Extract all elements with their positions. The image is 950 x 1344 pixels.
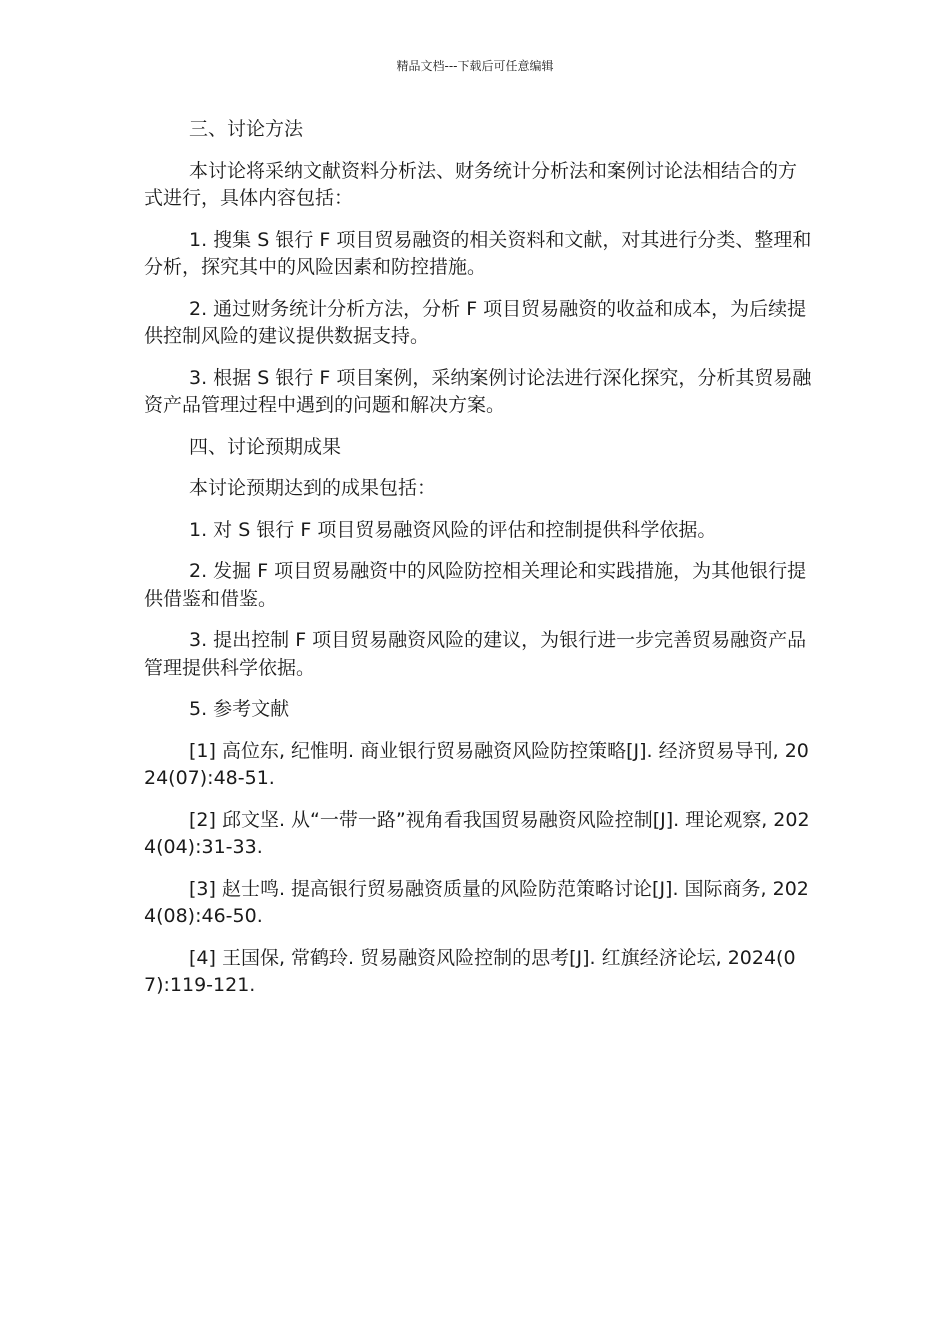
section-heading-outcomes: 四、讨论预期成果 [189, 435, 342, 458]
methods-intro: 本讨论将采纳文献资料分析法、财务统计分析法和案例讨论法相结合的方式进行，具体内容包括： [144, 159, 798, 209]
section-heading-methods: 三、讨论方法 [189, 118, 304, 140]
reference-2: [2] 邱文坚. 从“一带一路”视角看我国贸易融资风险控制[J]. 理论观察, 2024(04):31-33. [144, 808, 810, 858]
outcomes-item-3: 3. 提出控制 F 项目贸易融资风险的建议，为银行进一步完善贸易融资产品管理提供科学依据。 [144, 629, 807, 679]
reference-1: [1] 高位东, 纪惟明. 商业银行贸易融资风险防控策略[J]. 经济贸易导刊, 2024(07):48-51. [144, 739, 809, 789]
reference-3: [3] 赵士鸣. 提高银行贸易融资质量的风险防范策略讨论[J]. 国际商务, 2024(08):46-50. [144, 877, 809, 927]
outcomes-item-1: 1. 对 S 银行 F 项目贸易融资风险的评估和控制提供科学依据。 [189, 518, 717, 541]
reference-4: [4] 王国保, 常鹤玲. 贸易融资风险控制的思考[J]. 红旗经济论坛, 2024(07):119-121. [144, 946, 796, 996]
outcomes-item-2: 2. 发掘 F 项目贸易融资中的风险防控相关理论和实践措施，为其他银行提供借鉴和借鉴。 [144, 560, 807, 610]
methods-item-3: 3. 根据 S 银行 F 项目案例，采纳案例讨论法进行深化探究，分析其贸易融资产品管理过程中遇到的问题和解决方案。 [144, 366, 812, 416]
section-heading-references: 5. 参考文献 [189, 698, 290, 720]
methods-item-2: 2. 通过财务统计分析方法，分析 F 项目贸易融资的收益和成本，为后续提供控制风险的建议提供数据支持。 [144, 297, 807, 347]
outcomes-intro: 本讨论预期达到的成果包括： [189, 477, 437, 499]
page-header: 精品文档---下载后可任意编辑 [396, 59, 554, 73]
methods-item-1: 1. 搜集 S 银行 F 项目贸易融资的相关资料和文献，对其进行分类、整理和分析，探究其中的风险因素和防控措施。 [144, 228, 812, 278]
document-body [144, 116, 812, 1014]
